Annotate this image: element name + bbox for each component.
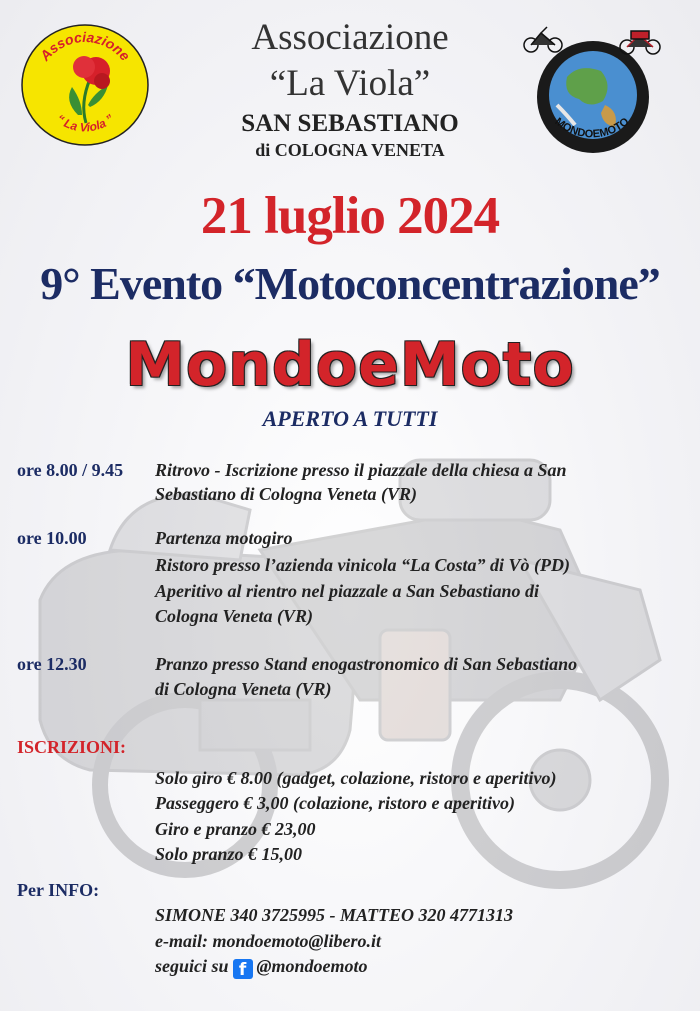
iscrizioni-item-2: Passeggero € 3,00 (colazione, ristoro e aperitivo) bbox=[155, 793, 515, 813]
iscrizioni-item-1: Solo giro € 8.00 (gadget, colazione, ristoro e aperitivo) bbox=[155, 768, 557, 788]
schedule-time-3: ore 12.30 bbox=[17, 654, 87, 674]
schedule-line-2-3: Aperitivo al rientro nel piazzale a San Sebastiano di bbox=[155, 581, 540, 601]
info-label: Per INFO: bbox=[17, 880, 100, 900]
schedule-line-3-1: Pranzo presso Stand enogastronomico di San Sebastiano bbox=[155, 654, 578, 674]
info-email: e-mail: mondoemoto@libero.it bbox=[155, 931, 381, 951]
svg-text:“ La Viola ”: “ La Viola ” bbox=[53, 111, 117, 135]
event-date: 21 luglio 2024 bbox=[200, 187, 500, 245]
schedule-line-2-1: Partenza motogiro bbox=[155, 528, 293, 548]
svg-text:MONDOEMOTO: MONDOEMOTO bbox=[552, 115, 632, 141]
event-name: MondoeMoto bbox=[125, 330, 575, 400]
iscrizioni-item-3: Giro e pranzo € 23,00 bbox=[155, 819, 316, 839]
schedule-line-1-1: Ritrovo - Iscrizione presso il piazzale della chiesa a San bbox=[155, 460, 567, 480]
place-name: SAN SEBASTIANO bbox=[241, 110, 459, 137]
org-name: Associazione bbox=[251, 17, 449, 58]
associazione-la-viola-logo bbox=[20, 23, 150, 147]
facebook-icon: f bbox=[233, 959, 253, 979]
schedule-time-1: ore 8.00 / 9.45 bbox=[17, 460, 124, 480]
mondoemoto-logo bbox=[517, 15, 667, 155]
event-subtitle: APERTO A TUTTI bbox=[262, 406, 438, 431]
schedule-line-1-2: Sebastiano di Cologna Veneta (VR) bbox=[155, 484, 418, 504]
event-title: 9° Evento “Motoconcentrazione” bbox=[40, 258, 660, 309]
town-name: di COLOGNA VENETA bbox=[255, 140, 445, 160]
org-subname: “La Viola” bbox=[269, 63, 431, 104]
iscrizioni-item-4: Solo pranzo € 15,00 bbox=[155, 844, 303, 864]
svg-text:Associazione: Associazione bbox=[36, 28, 134, 64]
schedule-line-2-2: Ristoro presso l’azienda vinicola “La Costa” di Vò (PD) bbox=[155, 555, 571, 575]
info-social bbox=[155, 954, 368, 979]
schedule-line-2-4: Cologna Veneta (VR) bbox=[155, 606, 314, 626]
schedule-time-2: ore 10.00 bbox=[17, 528, 87, 548]
social-prefix: seguici su bbox=[155, 956, 229, 976]
iscrizioni-label: ISCRIZIONI: bbox=[17, 737, 127, 757]
info-contacts: SIMONE 340 3725995 - MATTEO 320 4771313 bbox=[155, 905, 514, 925]
social-handle: @mondoemoto bbox=[256, 956, 368, 976]
schedule-line-3-2: di Cologna Veneta (VR) bbox=[155, 679, 332, 699]
